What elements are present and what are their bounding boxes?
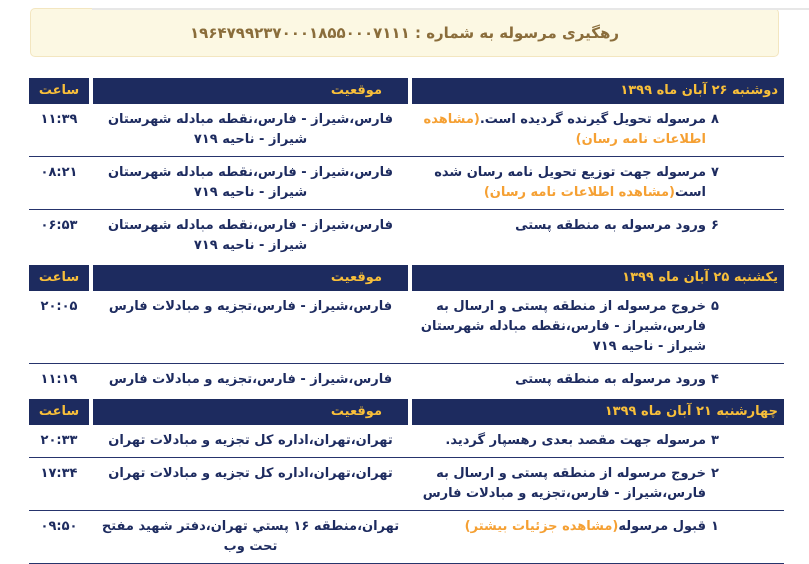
row-location: تهران،منطقه ۱۶ پستي تهران،دفتر شهید مفتح تحت وب (101, 519, 400, 554)
row-location: فارس،شیراز - فارس،نقطه مبادله شهرستان شیراز - ناحیه ۷۱۹ (107, 218, 394, 253)
row-time: ۰۹:۵۰ (40, 519, 78, 534)
location-column-header: موقعیت (93, 78, 408, 104)
row-time: ۲۰:۳۳ (40, 433, 78, 448)
table-row (29, 104, 784, 157)
row-status-cell (412, 216, 784, 236)
row-number: ۳ (711, 433, 719, 448)
row-status-text: مرسوله جهت مقصد بعدی رهسپار گردید. (445, 433, 706, 448)
row-time: ۱۷:۳۴ (40, 466, 78, 481)
row-location: فارس،شیراز - فارس،تجزیه و مبادلات فارس (108, 299, 393, 314)
row-location: فارس،شیراز - فارس،نقطه مبادله شهرستان شیراز - ناحیه ۷۱۹ (107, 112, 394, 147)
row-number: ۲ (711, 466, 719, 481)
row-location: تهران،تهران،اداره کل تجزیه و مبادلات تهران (108, 466, 393, 481)
row-number: ۵ (711, 299, 719, 314)
row-location: فارس،شیراز - فارس،تجزیه و مبادلات فارس (108, 372, 393, 387)
location-column-header: موقعیت (93, 399, 408, 425)
table-row (29, 291, 784, 364)
row-number: ۸ (711, 112, 719, 127)
row-status (412, 431, 706, 451)
table-row (29, 364, 784, 396)
row-status-cell (412, 110, 784, 150)
table-row (29, 458, 784, 511)
row-number: ۱ (711, 519, 719, 534)
row-status (412, 216, 706, 236)
row-status-cell (412, 163, 784, 203)
row-status-text: خروج مرسوله از منطقه پستی و ارسال به فارس،شیراز - فارس،نقطه مبادله شهرستان شیراز - ناحیه ۷۱۹ (420, 299, 706, 354)
row-time: ۱۱:۱۹ (40, 372, 78, 387)
row-status (412, 517, 706, 537)
table-row (29, 511, 784, 564)
location-column-header: موقعیت (93, 265, 408, 291)
day-date-header: چهارشنبه ۲۱ آبان ماه ۱۳۹۹ (412, 399, 784, 425)
day-header-row (29, 265, 784, 291)
day-header-row (29, 399, 784, 425)
row-status-text: مرسوله تحویل گیرنده گردیده است. (479, 112, 706, 127)
row-status-cell (412, 297, 784, 357)
time-column-header: ساعت (29, 265, 89, 291)
row-status (412, 464, 706, 504)
row-status (412, 110, 706, 150)
row-status-cell (412, 464, 784, 504)
tracking-history-table (29, 78, 784, 564)
time-column-header: ساعت (29, 78, 89, 104)
time-column-header: ساعت (29, 399, 89, 425)
row-status-text: خروج مرسوله از منطقه پستی و ارسال به فارس،شیراز - فارس،تجزیه و مبادلات فارس (422, 466, 706, 501)
row-status-text: قبول مرسوله (618, 519, 706, 534)
details-link[interactable]: (مشاهده جزئیات بیشتر) (464, 519, 619, 534)
tracking-number-banner (30, 8, 779, 57)
row-status-text: مرسوله جهت توزیع تحویل نامه رسان شده است (434, 165, 706, 200)
row-number: ۶ (711, 218, 719, 233)
day-header-row (29, 78, 784, 104)
table-row (29, 210, 784, 262)
table-row (29, 425, 784, 458)
row-status-text: ورود مرسوله به منطقه پستی (515, 372, 706, 387)
details-link[interactable]: (مشاهده اطلاعات نامه رسان) (483, 185, 675, 200)
details-link[interactable]: (مشاهده اطلاعات نامه رسان) (423, 112, 706, 147)
row-status (412, 297, 706, 357)
tracking-number-title: رهگیری مرسوله به شماره : ۱۹۶۴۷۹۹۲۳۷۰۰۰۱۸۵۵۰۰۰۷۱۱۱ (190, 23, 619, 42)
row-time: ۲۰:۰۵ (40, 299, 78, 314)
row-time: ۰۸:۲۱ (40, 165, 78, 180)
row-status-cell (412, 517, 784, 537)
row-status-cell (412, 370, 784, 390)
row-status-cell (412, 431, 784, 451)
row-time: ۰۶:۵۳ (40, 218, 78, 233)
row-status-text: ورود مرسوله به منطقه پستی (515, 218, 706, 233)
row-time: ۱۱:۳۹ (40, 112, 78, 127)
page-top-edge (92, 8, 809, 10)
table-row (29, 157, 784, 210)
row-location: تهران،تهران،اداره کل تجزیه و مبادلات تهران (108, 433, 393, 448)
day-date-header: دوشنبه ۲۶ آبان ماه ۱۳۹۹ (412, 78, 784, 104)
row-status (412, 370, 706, 390)
row-number: ۴ (711, 372, 719, 387)
row-number: ۷ (711, 165, 719, 180)
day-date-header: یکشنبه ۲۵ آبان ماه ۱۳۹۹ (412, 265, 784, 291)
row-location: فارس،شیراز - فارس،نقطه مبادله شهرستان شیراز - ناحیه ۷۱۹ (107, 165, 394, 200)
row-status (412, 163, 706, 203)
